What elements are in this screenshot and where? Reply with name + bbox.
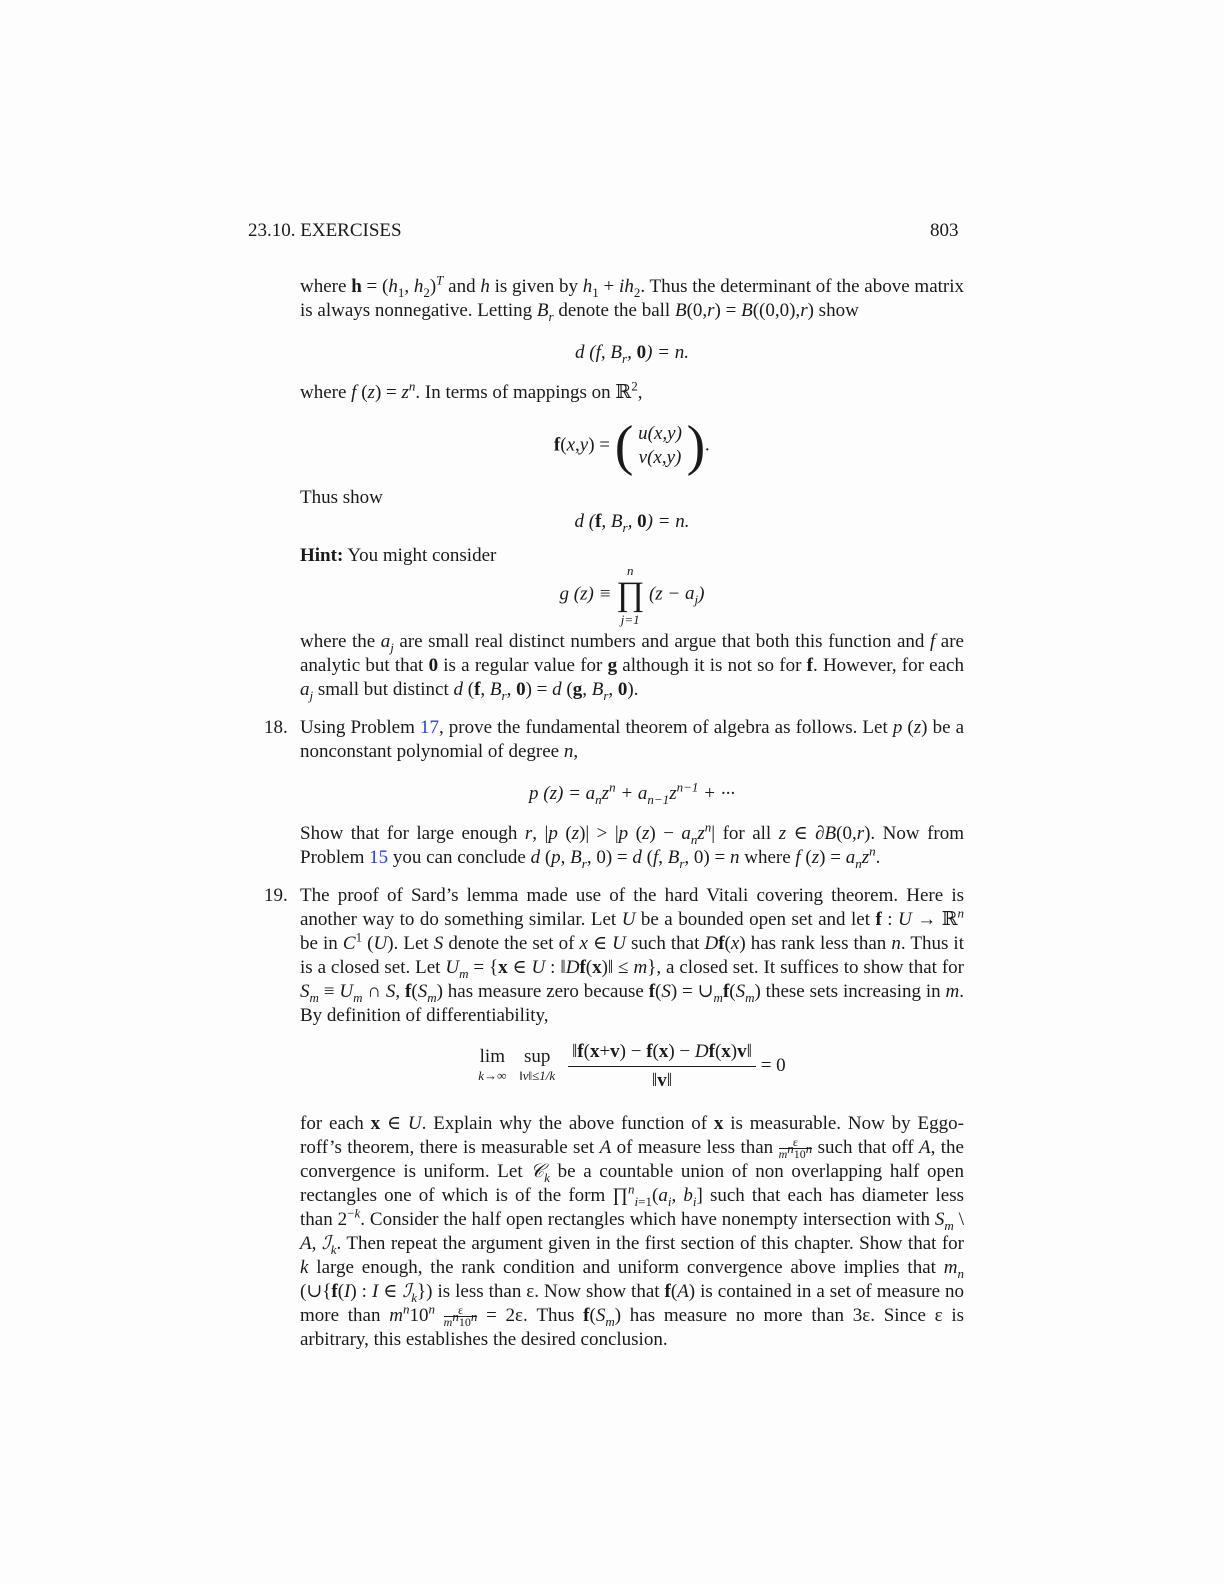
- exercise-19-text: The proof of Sard’s lemma made use of the hard Vitali covering theorem. Here is another way to do something similar. Let U be a bounded open set and let f : U → ℝ$^n$ be in $C^1$ (U). Let S denote the set of x ∈ U such that Df(x) has rank less than n. Thus it is a closed set. Let $U_m = \{x$ ∈ U : ‖Df(x)‖ ≤ m}, a closed set. It suffices to show that for $S_m \equiv U_m$ ∩ S, $f(S_m)$ has measure zero because $f(S) = \cup_mf(S_m)$ these sets increasing in m. By definition of differentiability,: [300, 885, 965, 1026]
- page-number: 803: [930, 220, 959, 241]
- product-lower-limit: j=1: [620, 612, 640, 627]
- product-upper-limit: n: [626, 563, 634, 578]
- equation-degree-f: d (f, $B_r$, 0) = n.: [575, 342, 689, 366]
- equation-limit: lim k→∞ sup ‖v‖≤1/k $\frac{‖f(x+v) - f(x) - Df(x)v‖}{‖v‖}$ = 0: [478, 1041, 786, 1091]
- exercise-19-argument: for each x ∈ U. Explain why the above function of x is measurable. Now by Eggo- roff’s theorem, there is measurable set A of measure less than $\frac{\varepsilon}{m^n10^n}$ such that off A, the convergence is uniform. Let 𝒞$_k$ be a countable union of non overlapping half open rectangles one of which is of the form $\prod^n_{i=1}(a_i$, $b_i$] such that each has diameter less than $2^{-k}$. Consider the half open rectangles which have nonempty intersection with $S_m$ \ A, ℐ$_k$. Then repeat the argument given in the first section of this chapter. Show that for k large enough, the rank condition and uniform convergence above implies that $m_n$ (∪{f(I) : I ∈ ℐ$_k$}) is less than ε. Now show that f(A) is contained in a set of measure no more than $m^n10^n$ $\frac{\varepsilon}{m^n10^n}$ = 2ε. Thus $f(S_m)$ has measure no more than 3ε. Since ε is arbitrary, this establishes the desired conclusion.: [300, 1113, 965, 1351]
- vector-top: u(x,y): [638, 423, 682, 444]
- hint-text: You might consider: [347, 545, 497, 566]
- equation-polynomial: p $(z) = a_nz^n + a_{n-1}z^{n-1}$ + ···: [529, 779, 735, 807]
- lim-subscript: k→∞: [478, 1068, 507, 1083]
- hint-label: Hint:: [300, 545, 344, 566]
- equation-degree-bold-f: d (f, $B_r$, 0) = n.: [574, 511, 690, 535]
- sup-operator: sup: [523, 1046, 551, 1067]
- lim-operator: lim: [479, 1046, 505, 1067]
- sup-subscript: ‖v‖≤1/k: [519, 1068, 556, 1083]
- exercise-number-18: 18.: [264, 717, 288, 738]
- paragraph-mapping: where f $(z) = z^n$. In terms of mappings on ℝ$^2$,: [300, 378, 643, 403]
- exercise-18-text: Using Problem 17, prove the fundamental theorem of algebra as follows. Let p (z) be a nonconstant polynomial of degree n,: [300, 717, 965, 762]
- paragraph-regular-value: where the $a_j$ are small real distinct numbers and argue that both this function and f are analytic but that 0 is a regular value for g although it is not so for f. However, for each $a_j$ small but distinct d (f, $B_r$, 0) = d (g, $B_r$, 0).: [300, 631, 964, 703]
- running-header-section: 23.10. EXERCISES: [248, 220, 402, 241]
- exercise-18-conclusion: Show that for large enough r, |p (z)| > |p $(z) - a_nz^n|$ for all z ∈ ∂B(0,r). Now from Problem 15 you can conclude d (p, $B_r$, 0) = d (f, $B_r$, 0) = n where f $(z) = a_nz^n$.: [300, 819, 965, 871]
- limit-rhs: = 0: [760, 1054, 786, 1076]
- equation-vector-map: f(x,y) = ( u(x,y) v(x,y) ).: [553, 415, 711, 477]
- problem-17-link[interactable]: 17: [419, 717, 439, 738]
- vector-bottom: v(x,y): [638, 447, 682, 468]
- thus-show-text: Thus show: [300, 487, 383, 508]
- paragraph-determinant: where $h = (h_1$, $h_2)^T$ and h is given by $h_1 + ih_2$. Thus the determinant of the above matrix is always nonnegative. Letting $B_r$ denote the ball B(0,r) = B((0,0),r) show: [300, 272, 965, 324]
- equation-product: g (z) ≡ n ∏ j=1 $(z - a_j)$: [559, 563, 705, 627]
- problem-15-link[interactable]: 15: [369, 847, 389, 868]
- exercise-number-19: 19.: [264, 885, 288, 906]
